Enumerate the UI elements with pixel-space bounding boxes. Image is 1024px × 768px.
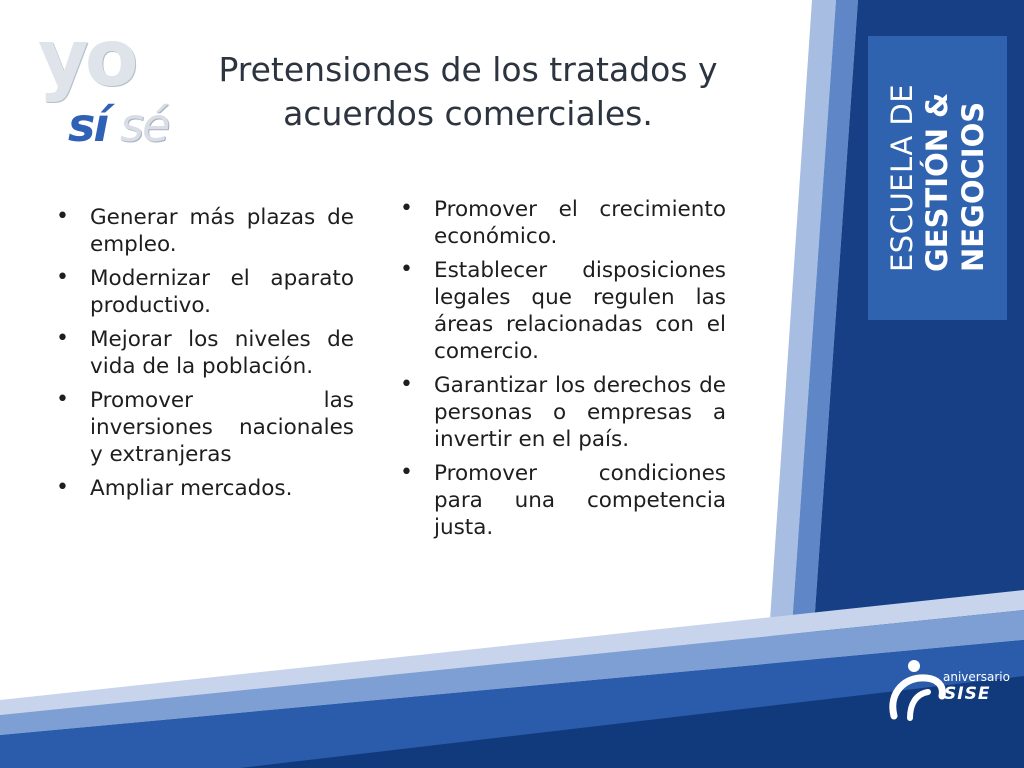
list-item-text: Mejorar los niveles de vida de la población. [90, 327, 354, 379]
bullet-icon: • [56, 387, 69, 412]
list-item [52, 475, 354, 502]
bullet-icon: • [56, 265, 69, 290]
list-item-text: Garantizar los derechos de personas o empresas a invertir en el país. [434, 373, 726, 452]
left-bullet-list [52, 204, 354, 509]
list-item-text: Modernizar el aparato productivo. [90, 266, 354, 318]
logo-si-text: sí [68, 98, 108, 152]
brand-line-negocios: NEGOCIOS [955, 101, 990, 273]
list-item-text: Promover el crecimiento económico. [434, 197, 726, 249]
list-item [52, 204, 354, 258]
list-item-text: Promover las inversiones nacionales y extranjeras [90, 388, 354, 467]
brand-line-gestion: GESTIÓN & [919, 92, 954, 273]
bullet-icon: • [56, 326, 69, 351]
logo-yo-text: yo [38, 14, 135, 104]
bullet-icon: • [400, 196, 413, 221]
slide-title: Pretensiones de los tratados y acuerdos comerciales. [218, 50, 718, 133]
list-item [396, 460, 726, 541]
list-item-text: Generar más plazas de empleo. [90, 205, 354, 257]
list-item-text: Establecer disposiciones legales que regulen las áreas relacionadas con el comercio. [434, 258, 726, 364]
list-item [52, 387, 354, 468]
list-item [52, 326, 354, 380]
bullet-icon: • [400, 460, 413, 485]
list-item [396, 196, 726, 250]
school-brand-panel [868, 36, 1007, 320]
bullet-icon: • [400, 257, 413, 282]
bullet-icon: • [56, 475, 69, 500]
list-item-text: Ampliar mercados. [90, 476, 293, 501]
right-bullet-list [396, 196, 726, 548]
bullet-icon: • [400, 372, 413, 397]
list-item [396, 372, 726, 453]
school-brand-text [885, 84, 991, 272]
anniversary-label: aniversario [943, 670, 1010, 684]
anniversary-brand: SISE [944, 684, 991, 704]
list-item [396, 257, 726, 365]
yo-si-se-logo [38, 14, 188, 153]
logo-se-text: sé [120, 98, 169, 152]
list-item [52, 265, 354, 319]
anniversary-logo [880, 656, 1015, 726]
list-item-text: Promover condiciones para una competencia justa. [434, 461, 726, 540]
bullet-icon: • [56, 204, 69, 229]
brand-line-escuela: ESCUELA DE [884, 83, 919, 273]
runner-icon [880, 656, 950, 726]
